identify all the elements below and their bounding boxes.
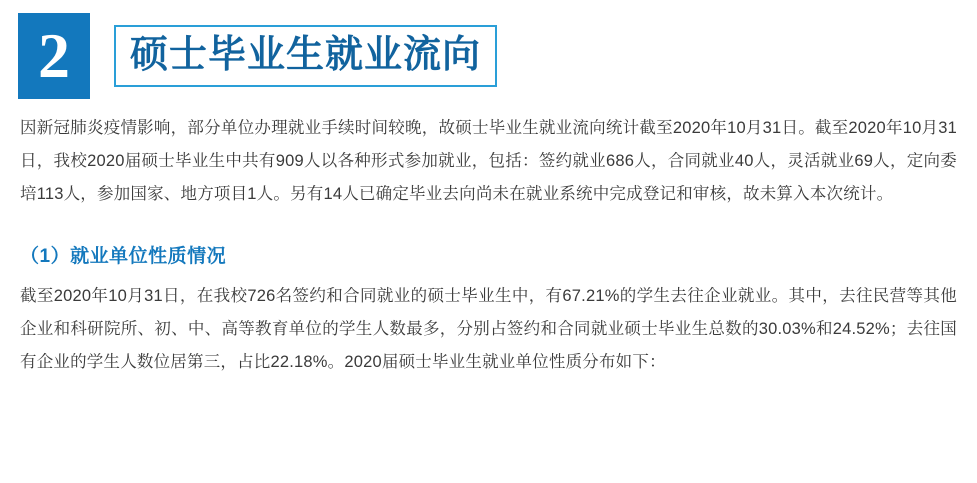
body-content (12, 112, 965, 379)
intro-paragraph: 因新冠肺炎疫情影响，部分单位办理就业手续时间较晚，故硕士毕业生就业流向统计截至2020年10月31日。截至2020年10月31日，我校2020届硕士毕业生中共有909人以各种形式参加就业，包括：签约就业686人，合同就业40人，灵活就业69人，定向委培113人，参加国家、地方项目1人。另有14人已确定毕业去向尚未在就业系统中完成登记和审核，故未算入本次统计。 (20, 119, 957, 203)
subsection-heading: （1）就业单位性质情况 (20, 246, 227, 267)
section-number-badge: 2 (18, 13, 90, 99)
section-title-box (114, 25, 497, 88)
page-title: 硕士毕业生就业流向 (130, 33, 482, 76)
section-header (12, 0, 965, 112)
detail-paragraph: 截至2020年10月31日，在我校726名签约和合同就业的硕士毕业生中，有67.21%的学生去往企业就业。其中，去往民营等其他企业和科研院所、初、中、高等教育单位的学生人数最多，分别占签约和合同就业硕士毕业生总数的30.03%和24.52%；去往国有企业的学生人数位居第三，占比22.18%。2020届硕士毕业生就业单位性质分布如下： (20, 287, 957, 371)
